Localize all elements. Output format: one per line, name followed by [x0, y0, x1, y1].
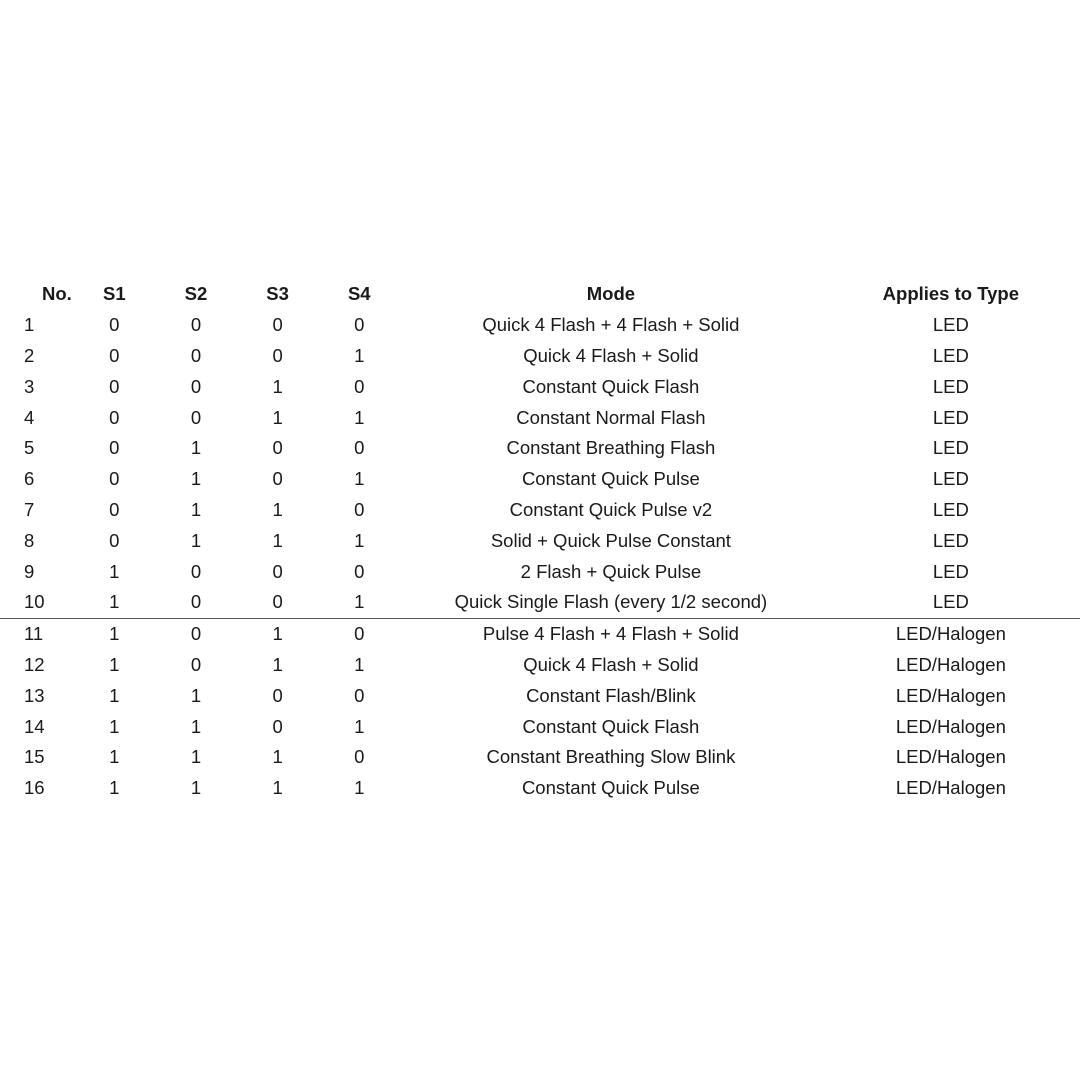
header-s2: S2 [184, 283, 208, 305]
header-s1: S1 [102, 283, 126, 305]
cell-type: LED/Halogen [895, 746, 1006, 768]
table-row [0, 495, 1080, 526]
cell-type: LED/Halogen [895, 715, 1006, 737]
cell-mode: Constant Normal Flash [516, 406, 706, 428]
table-row [0, 464, 1080, 495]
cell-s2: 1 [190, 437, 202, 459]
cell-s3: 1 [272, 746, 283, 768]
cell-mode: Constant Breathing Flash [506, 437, 716, 459]
table-row [0, 618, 1080, 649]
table-row [0, 742, 1080, 773]
table-row [0, 680, 1080, 711]
cell-s3: 1 [272, 406, 283, 428]
cell-s2: 0 [190, 344, 202, 366]
cell-s3: 1 [272, 653, 283, 675]
cell-mode: Constant Quick Flash [522, 715, 700, 737]
cell-s4: 1 [354, 344, 365, 366]
cell-s4: 0 [354, 314, 365, 336]
cell-s2: 1 [190, 684, 202, 706]
cell-mode: Constant Quick Pulse [521, 468, 700, 490]
cell-mode: Constant Flash/Blink [526, 684, 696, 706]
cell-s3: 0 [272, 314, 283, 336]
cell-s1: 0 [109, 406, 120, 428]
cell-mode: Solid + Quick Pulse Constant [490, 529, 731, 551]
cell-s2: 1 [190, 715, 202, 737]
cell-s1: 1 [109, 715, 120, 737]
cell-s1: 0 [109, 314, 120, 336]
cell-mode: Quick 4 Flash + Solid [523, 344, 699, 366]
cell-type: LED [932, 437, 969, 459]
cell-s2: 1 [190, 529, 202, 551]
cell-no: 16 [24, 777, 45, 799]
cell-s2: 0 [190, 653, 202, 675]
table-body [0, 310, 1080, 804]
cell-mode: Quick 4 Flash + Solid [523, 653, 699, 675]
cell-s2: 1 [190, 498, 202, 520]
cell-type: LED [932, 529, 969, 551]
cell-mode: Pulse 4 Flash + 4 Flash + Solid [482, 623, 739, 645]
cell-s2: 0 [190, 375, 202, 397]
cell-s3: 1 [272, 777, 283, 799]
cell-type: LED [932, 498, 969, 520]
cell-s4: 1 [354, 777, 365, 799]
flash-mode-table-container [0, 279, 1080, 804]
cell-s3: 1 [272, 498, 283, 520]
cell-mode: Constant Quick Flash [522, 375, 700, 397]
cell-no: 6 [24, 468, 35, 490]
cell-s4: 0 [354, 375, 365, 397]
cell-no: 3 [24, 375, 35, 397]
cell-no: 11 [24, 623, 44, 645]
cell-s2: 1 [190, 746, 202, 768]
cell-no: 1 [24, 314, 35, 336]
table-row [0, 341, 1080, 372]
table-header-row [0, 279, 1080, 310]
cell-no: 15 [24, 746, 45, 768]
cell-type: LED [932, 468, 969, 490]
cell-type: LED [932, 375, 969, 397]
cell-s2: 1 [190, 777, 202, 799]
cell-s1: 0 [109, 344, 120, 366]
cell-s1: 0 [109, 437, 120, 459]
cell-type: LED/Halogen [895, 653, 1006, 675]
cell-no: 2 [24, 344, 35, 366]
cell-no: 7 [24, 498, 35, 520]
cell-s3: 0 [272, 684, 283, 706]
cell-type: LED/Halogen [895, 684, 1006, 706]
cell-s1: 1 [109, 653, 120, 675]
table-row [0, 525, 1080, 556]
table-row [0, 371, 1080, 402]
cell-s2: 0 [155, 587, 237, 618]
cell-s4: 0 [354, 498, 365, 520]
cell-mode: 2 Flash + Quick Pulse [520, 560, 702, 582]
cell-s1: 0 [109, 529, 120, 551]
cell-s4: 1 [354, 468, 365, 490]
table-row [0, 433, 1080, 464]
cell-type: LED [932, 560, 969, 582]
cell-mode: Constant Quick Pulse [521, 777, 700, 799]
cell-no: 9 [24, 560, 35, 582]
cell-type: LED [932, 314, 969, 336]
cell-s2: 0 [190, 560, 202, 582]
cell-s1: 1 [73, 587, 155, 618]
cell-mode: Quick 4 Flash + 4 Flash + Solid [482, 314, 740, 336]
header-mode: Mode [586, 283, 636, 305]
header-s4: S4 [347, 283, 371, 305]
cell-s1: 1 [109, 623, 120, 645]
cell-type: LED/Halogen [895, 777, 1006, 799]
cell-s1: 1 [109, 777, 120, 799]
cell-s3: 1 [272, 375, 283, 397]
cell-s3: 0 [237, 587, 319, 618]
cell-s3: 0 [272, 715, 283, 737]
header-type: Applies to Type [882, 283, 1020, 305]
cell-no: 4 [24, 406, 35, 428]
cell-no: 14 [24, 715, 45, 737]
cell-s4: 1 [354, 653, 365, 675]
cell-no: 5 [24, 437, 35, 459]
cell-s4: 1 [354, 529, 365, 551]
cell-s2: 0 [190, 623, 202, 645]
cell-s4: 1 [318, 587, 400, 618]
cell-no: 10 [0, 587, 73, 618]
cell-s3: 0 [272, 344, 283, 366]
cell-s1: 0 [109, 375, 120, 397]
cell-s3: 1 [272, 529, 283, 551]
cell-s3: 1 [272, 623, 283, 645]
cell-s1: 0 [109, 468, 120, 490]
cell-no: 8 [24, 529, 35, 551]
cell-s3: 0 [272, 560, 283, 582]
header-no: No. [42, 283, 72, 305]
cell-s4: 0 [354, 437, 365, 459]
cell-type: LED [932, 406, 969, 428]
table-row [0, 402, 1080, 433]
cell-s1: 1 [109, 746, 120, 768]
cell-s4: 0 [354, 623, 365, 645]
table-row [0, 587, 1080, 618]
cell-s4: 1 [354, 715, 365, 737]
cell-s4: 0 [354, 746, 365, 768]
header-s3: S3 [266, 283, 289, 305]
cell-type: LED [822, 587, 1080, 618]
cell-no: 13 [24, 684, 45, 706]
cell-s3: 0 [272, 468, 283, 490]
cell-type: LED/Halogen [895, 623, 1006, 645]
table-row [0, 773, 1080, 804]
cell-s3: 0 [272, 437, 283, 459]
cell-s4: 0 [354, 684, 365, 706]
cell-mode: Quick Single Flash (every 1/2 second) [400, 587, 822, 618]
cell-mode: Constant Quick Pulse v2 [509, 498, 713, 520]
cell-s2: 0 [190, 406, 202, 428]
cell-s1: 1 [109, 684, 120, 706]
cell-s4: 1 [354, 406, 365, 428]
table-row [0, 556, 1080, 587]
cell-s4: 0 [354, 560, 365, 582]
cell-s2: 1 [190, 468, 202, 490]
flash-mode-table [0, 279, 1080, 804]
cell-type: LED [932, 344, 969, 366]
cell-s2: 0 [190, 314, 202, 336]
cell-no: 12 [24, 653, 45, 675]
table-row [0, 310, 1080, 341]
cell-mode: Constant Breathing Slow Blink [486, 746, 736, 768]
table-row [0, 650, 1080, 681]
cell-s1: 0 [109, 498, 120, 520]
table-row [0, 711, 1080, 742]
cell-s1: 1 [109, 560, 120, 582]
